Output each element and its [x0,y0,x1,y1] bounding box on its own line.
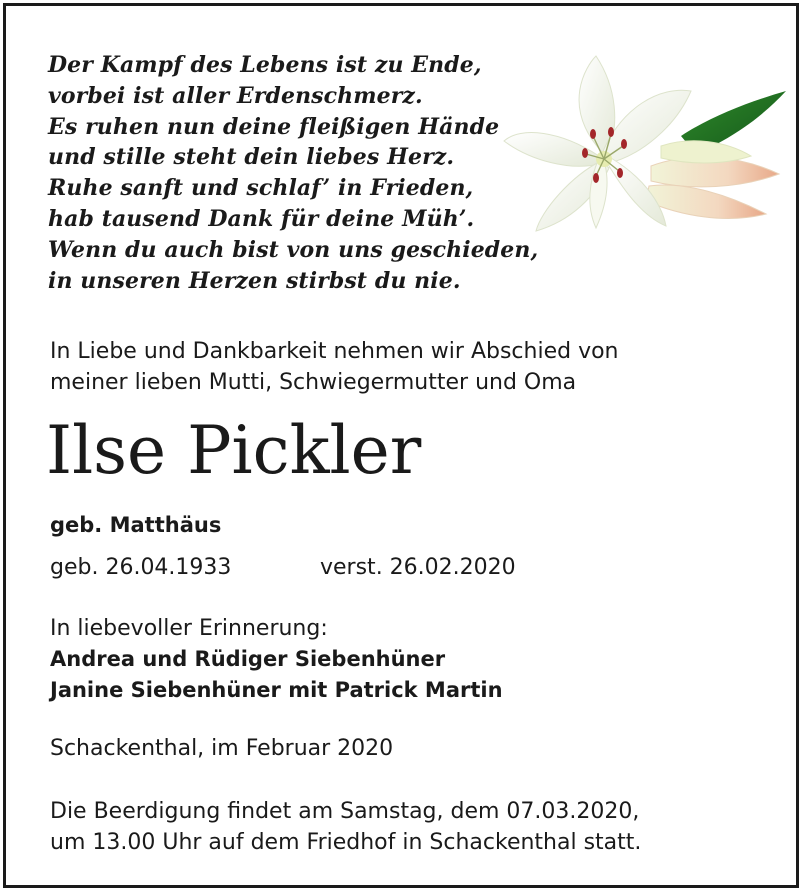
intro-text [50,336,619,398]
poem-line: Wenn du auch bist von uns geschieden, [48,236,539,263]
birth-date: geb. 26.04.1933 [50,555,232,580]
place-date: Schackenthal, im Februar 2020 [50,736,394,761]
maiden-name: geb. Matthäus [50,513,222,537]
mourners-section [50,613,503,706]
mourner-name: Andrea und Rüdiger Siebenhüner [50,647,446,671]
funeral-line: um 13.00 Uhr auf dem Friedhof in Schackenthal statt. [50,830,642,855]
poem-line: Der Kampf des Lebens ist zu Ende, [48,52,482,78]
intro-line: In Liebe und Dankbarkeit nehmen wir Abschied von [50,339,619,364]
poem-line: hab tausend Dank für deine Müh’. [48,205,475,232]
lily-flower-image [501,46,791,236]
poem-line: Ruhe sanft und schlaf’ in Frieden, [48,175,474,202]
poem-line: vorbei ist aller Erdenschmerz. [48,82,423,109]
poem-line: und stille steht dein liebes Herz. [48,144,455,171]
death-date: verst. 26.02.2020 [320,555,516,580]
funeral-line: Die Beerdigung findet am Samstag, dem 07.03.2020, [50,799,640,824]
poem [48,50,538,296]
memory-heading: In liebevoller Erinnerung: [50,616,328,641]
poem-line: in unseren Herzen stirbst du nie. [48,267,461,294]
life-dates [50,555,516,580]
deceased-name: Ilse Pickler [46,412,422,489]
funeral-notice [50,796,641,858]
intro-line: meiner lieben Mutti, Schwiegermutter und Oma [50,370,577,395]
poem-line: Es ruhen nun deine fleißigen Hände [48,113,500,140]
obituary-frame [3,3,799,888]
mourner-name: Janine Siebenhüner mit Patrick Martin [50,678,503,702]
